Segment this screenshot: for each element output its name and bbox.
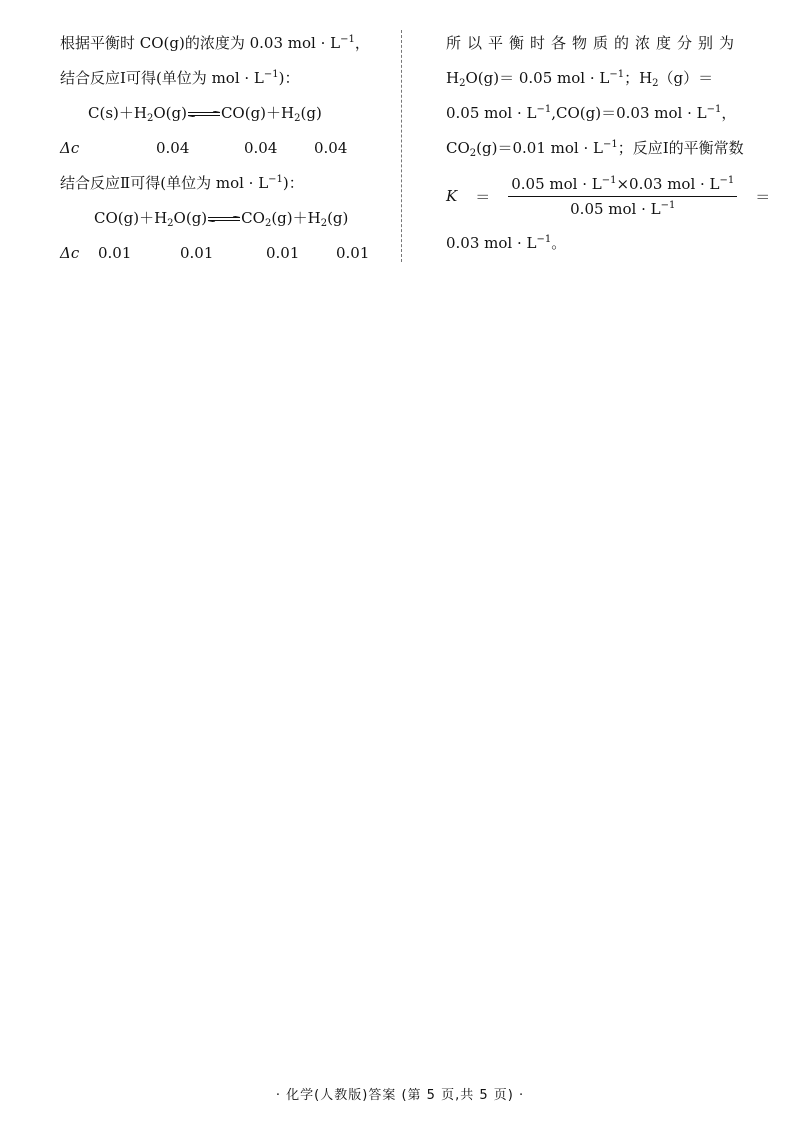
text: 结合反应	[60, 69, 121, 87]
text: ，	[354, 34, 370, 52]
roman-numeral: Ⅱ	[120, 174, 131, 192]
text: CO(g)＋H	[94, 209, 168, 227]
superscript: −1	[706, 104, 722, 115]
subscript: 2	[294, 113, 301, 124]
left-line-3	[60, 166, 390, 201]
numerator	[508, 175, 737, 197]
text: ×0.03 mol · L	[616, 174, 720, 193]
text: O(g)	[153, 104, 187, 122]
right-line-4	[446, 131, 768, 166]
subscript: 2	[469, 148, 477, 159]
denominator	[570, 197, 675, 218]
superscript: −1	[263, 69, 279, 80]
delta-c-label: Δc	[60, 244, 80, 262]
text: 可得(单位为 mol · L	[125, 69, 264, 87]
k-label: K	[446, 187, 458, 205]
text: (g)＋H	[271, 209, 321, 227]
delta-c-value: 0.04	[244, 139, 278, 157]
result-line	[446, 226, 768, 261]
equilibrium-arrow-icon	[187, 111, 221, 117]
text: CO	[241, 209, 265, 227]
subscript: 2	[459, 78, 466, 89]
text: ，	[721, 104, 737, 122]
text: 0.03 mol · L	[446, 234, 537, 252]
superscript: −1	[536, 104, 552, 115]
superscript: −1	[719, 174, 735, 186]
equals-sign: ＝	[475, 187, 491, 206]
delta-c-value: 0.01	[180, 244, 214, 262]
text: (g)＝0.01 mol · L	[476, 139, 603, 157]
subscript: 2	[320, 218, 328, 229]
right-column	[446, 26, 771, 261]
equilibrium-arrow-icon	[207, 216, 241, 222]
text: )：	[282, 174, 304, 192]
text: 可得(单位为 mol · L	[130, 174, 269, 192]
fraction	[508, 175, 737, 218]
delta-c-row-2	[60, 236, 390, 271]
subscript: 2	[652, 78, 659, 89]
text: (g)	[327, 209, 349, 227]
delta-c-value: 0.04	[156, 139, 190, 157]
equilibrium-constant-formula	[446, 166, 771, 226]
left-line-2	[60, 61, 390, 96]
superscript: −1	[609, 69, 625, 80]
text: O(g)	[173, 209, 208, 227]
text: 结合反应	[60, 174, 121, 192]
delta-c-value: 0.01	[98, 244, 132, 262]
left-column	[60, 26, 390, 271]
text: 0.05 mol · L	[446, 104, 537, 122]
superscript: −1	[340, 34, 355, 45]
subscript: 2	[146, 113, 154, 124]
superscript: −1	[268, 174, 283, 185]
superscript: −1	[601, 174, 617, 186]
left-line-1	[60, 26, 390, 61]
roman-numeral: Ⅰ	[120, 69, 126, 87]
text: ,CO(g)＝0.03 mol · L	[551, 104, 707, 122]
text: 根据平衡时 CO(g)的浓度为 0.03 mol · L	[60, 34, 341, 52]
text: (g)	[300, 104, 322, 122]
text: 。	[551, 234, 567, 252]
column-divider	[401, 30, 402, 262]
text: )：	[278, 69, 300, 87]
page-footer: · 化学(人教版)答案 (第 5 页,共 5 页) ·	[275, 1088, 525, 1103]
delta-c-value: 0.01	[266, 244, 300, 262]
text: 所以平衡时各物质的浓度分别为	[446, 34, 741, 52]
right-line-3	[446, 96, 768, 131]
text: 0.05 mol · L	[570, 199, 661, 218]
text: ；反应Ⅰ的平衡常数	[617, 139, 744, 157]
superscript: −1	[602, 139, 618, 150]
text: CO	[446, 139, 470, 157]
right-line-1	[446, 26, 768, 61]
text: C(s)＋H	[88, 104, 147, 122]
delta-c-label: Δc	[60, 139, 80, 157]
text: O(g)＝ 0.05 mol · L	[465, 69, 610, 87]
delta-c-value: 0.04	[314, 139, 348, 157]
right-line-2	[446, 61, 768, 96]
text: （g）＝	[658, 69, 714, 87]
text: ；H	[624, 69, 653, 87]
equation-2	[60, 201, 390, 236]
subscript: 2	[167, 218, 174, 229]
equation-1	[60, 96, 390, 131]
text: CO(g)＋H	[220, 104, 295, 122]
equals-sign: ＝	[755, 187, 771, 206]
text: H	[446, 69, 460, 87]
superscript: −1	[660, 199, 676, 211]
delta-c-row-1	[60, 131, 390, 166]
text: 0.05 mol · L	[511, 174, 602, 193]
delta-c-value: 0.01	[336, 244, 370, 262]
subscript: 2	[264, 218, 272, 229]
superscript: −1	[536, 234, 552, 245]
